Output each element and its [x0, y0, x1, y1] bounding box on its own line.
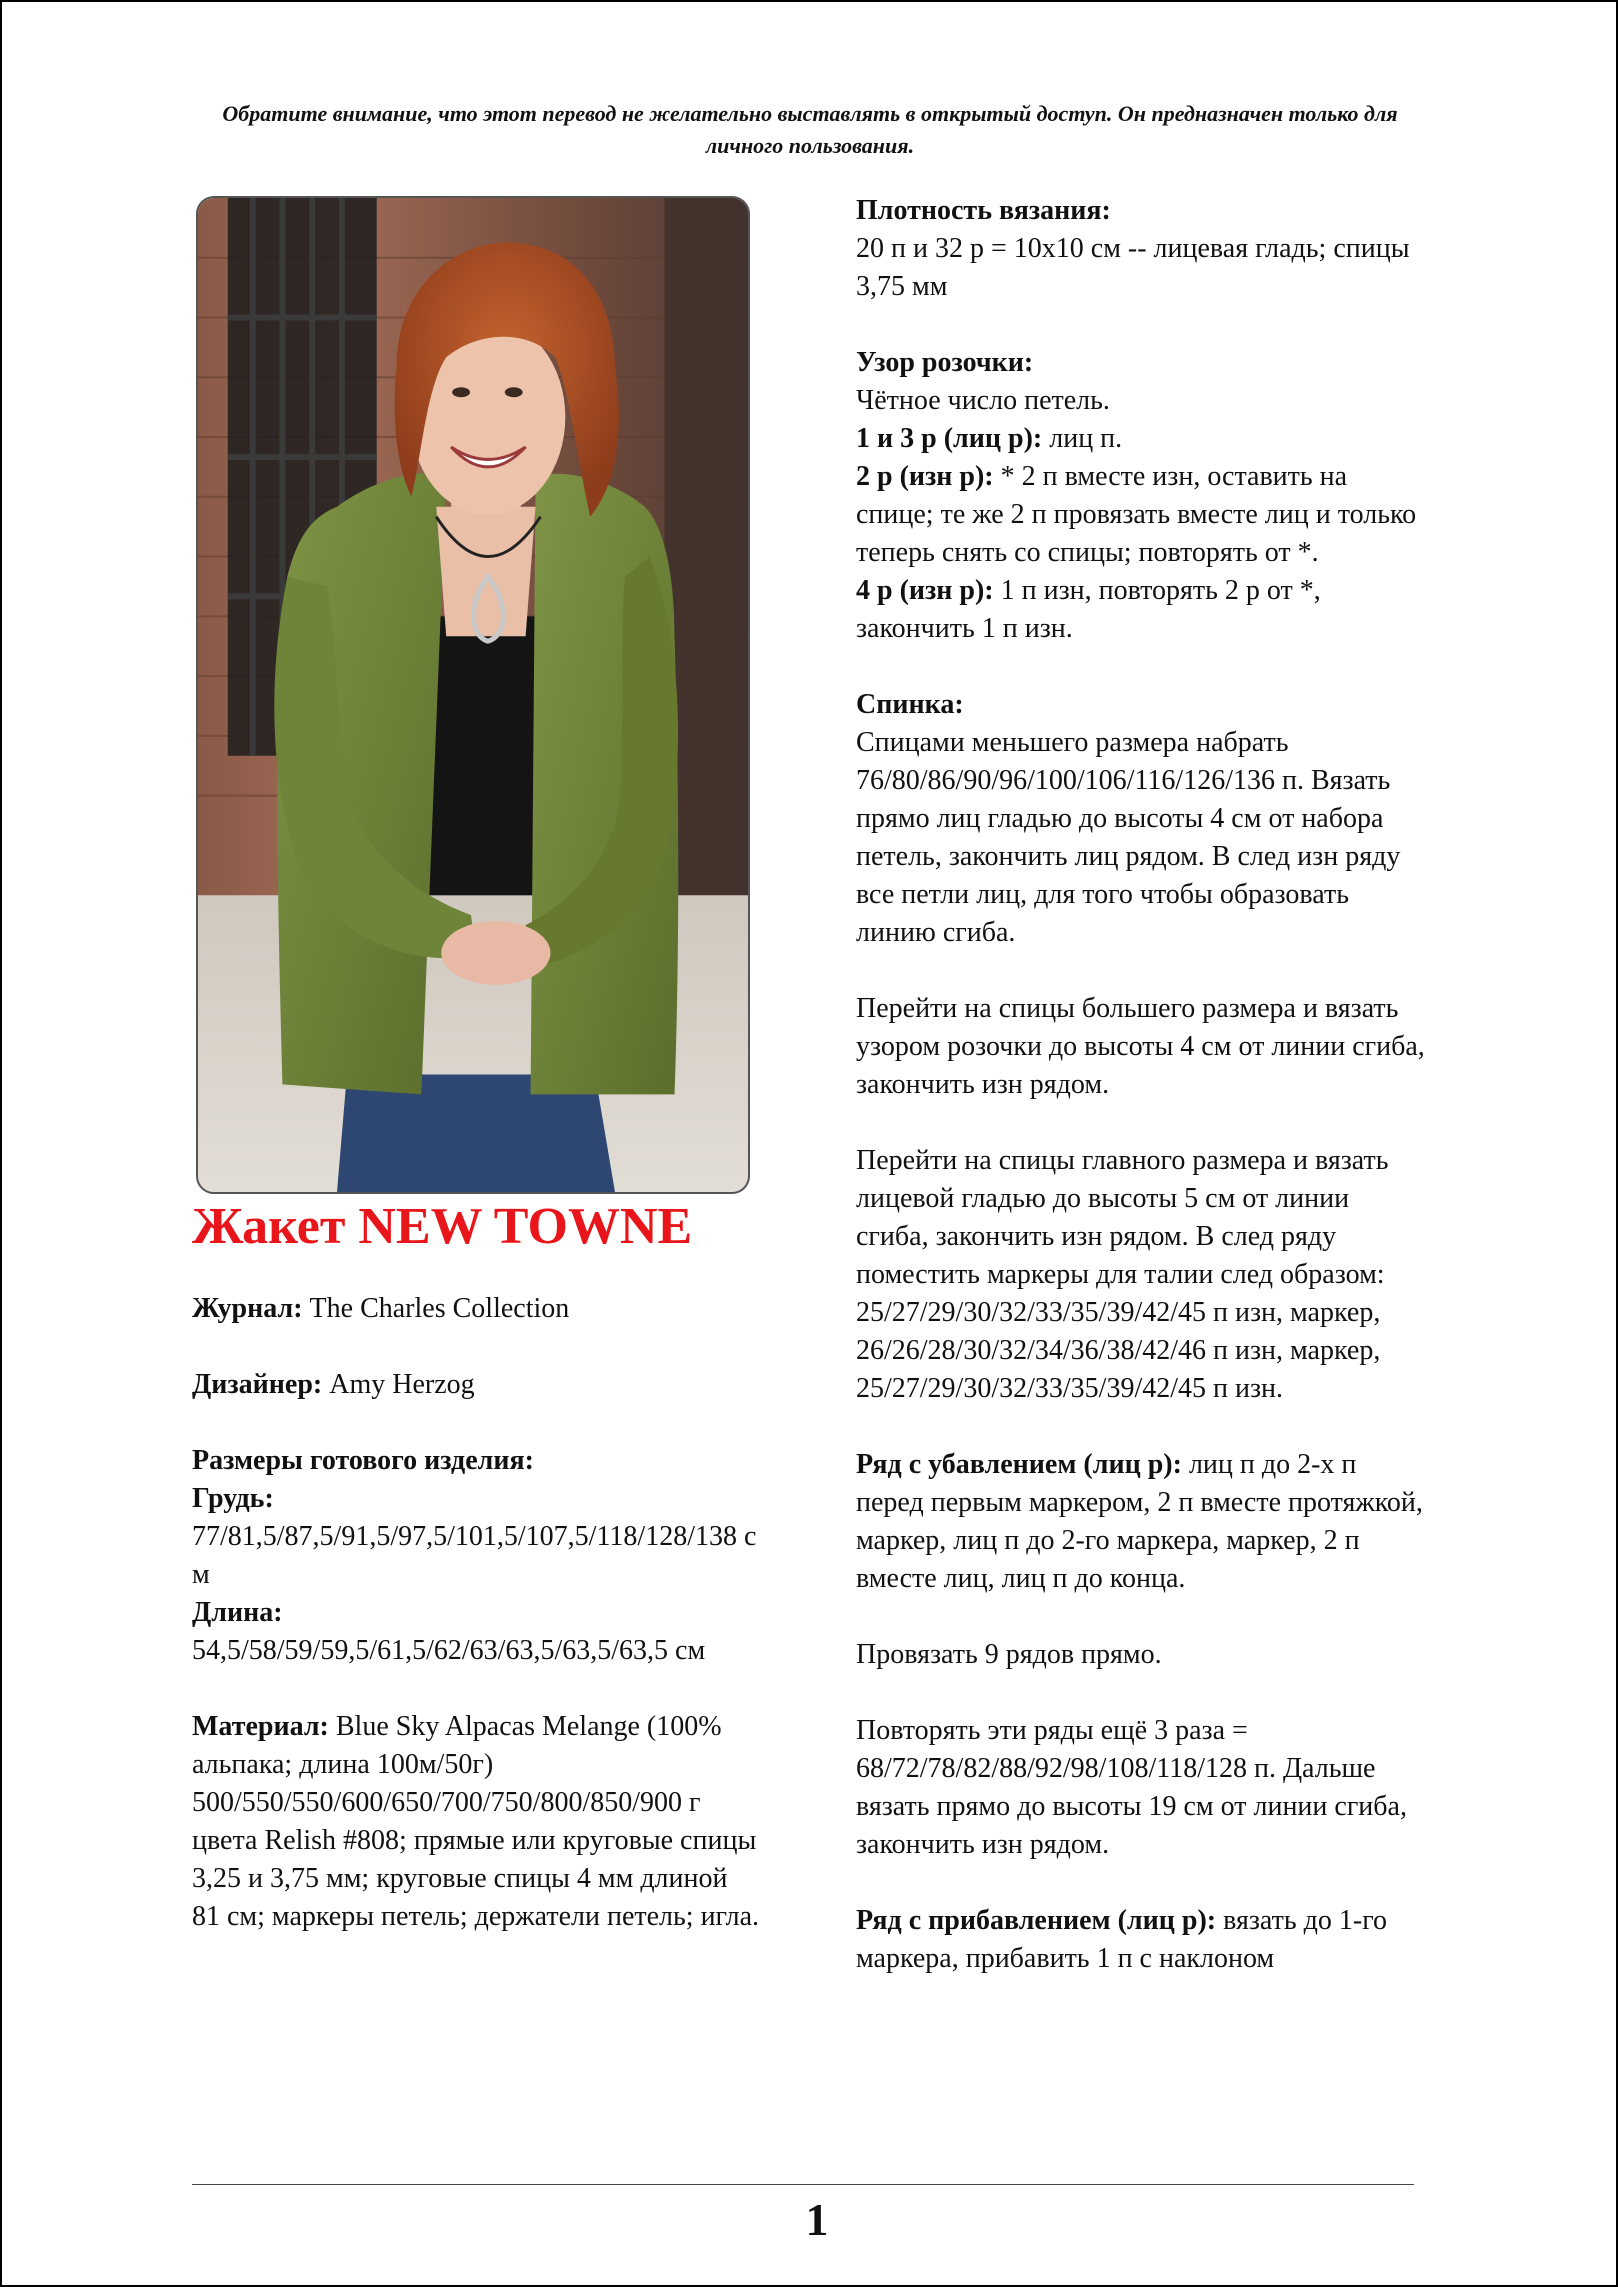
right-column	[856, 192, 1426, 1978]
magazine-value: The Charles Collection	[302, 1293, 570, 1324]
designer-label: Дизайнер:	[192, 1369, 323, 1400]
increase-row-label: Ряд с прибавлением (лиц р):	[856, 1905, 1217, 1936]
chest-value: 77/81,5/87,5/91,5/97,5/101,5/107,5/118/128/138 см	[192, 1521, 757, 1590]
material-label: Материал:	[192, 1711, 329, 1742]
left-column	[192, 1290, 762, 1974]
length-label: Длина:	[192, 1597, 283, 1628]
gauge-block	[856, 192, 1426, 306]
rose-row2-text: * 2 п вместе изн, оставить на спице; те же 2 п провязать вместе лиц и только теперь снять со спицы; повторять от *.	[856, 461, 1417, 568]
back-paragraph-1: Спицами меньшего размера набрать 76/80/86/90/96/100/106/116/126/136 п. Вязать прямо лиц гладью до высоты 4 см от набора петель, закончить лиц рядом. В след изн ряду все петли лиц, для того чтобы образовать линию сгиба.	[856, 727, 1401, 948]
decrease-row-label: Ряд с убавлением (лиц р):	[856, 1449, 1182, 1480]
footer-divider	[192, 2184, 1414, 2185]
back-paragraph-6: Повторять эти ряды ещё 3 раза = 68/72/78/82/88/92/98/108/118/128 п. Дальше вязать прямо до высоты 19 см от линии сгиба, закончить изн рядом.	[856, 1715, 1407, 1860]
model-photo-illustration	[198, 198, 748, 1192]
magazine-line	[192, 1290, 762, 1328]
increase-row-line	[856, 1902, 1426, 1978]
decrease-row-line	[856, 1446, 1426, 1598]
decrease-row-text: лиц п до 2-х п перед первым маркером, 2 п вместе протяжкой, маркер, лиц п до 2-го маркера, маркер, 2 п вместе лиц, лиц п до конца.	[856, 1449, 1423, 1594]
rose-pattern-block	[856, 344, 1426, 648]
designer-line	[192, 1366, 762, 1404]
gauge-text: 20 п и 32 р = 10х10 см -- лицевая гладь; спицы 3,75 мм	[856, 233, 1410, 302]
page-number: 1	[805, 2194, 829, 2245]
back-block	[856, 686, 1426, 952]
sizes-heading: Размеры готового изделия:	[192, 1445, 534, 1476]
material-line	[192, 1708, 762, 1936]
rose-row4-label: 4 р (изн р):	[856, 575, 994, 606]
rose-pattern-heading: Узор розочки:	[856, 347, 1034, 378]
sizes-block	[192, 1442, 762, 1670]
rose-row1-text: лиц п.	[1042, 423, 1123, 454]
increase-row-text: вязать до 1-го маркера, прибавить 1 п с наклоном	[856, 1905, 1387, 1974]
back-heading: Спинка:	[856, 689, 964, 720]
model-photo	[196, 196, 750, 1194]
rose-row2-label: 2 р (изн р):	[856, 461, 994, 492]
back-paragraph-2: Перейти на спицы большего размера и вязать узором розочки до высоты 4 см от линии сгиба, закончить изн рядом.	[856, 993, 1425, 1100]
rose-pattern-intro: Чётное число петель.	[856, 385, 1110, 416]
pattern-title: Жакет NEW TOWNE	[192, 1198, 693, 1255]
back-paragraph-3: Перейти на спицы главного размера и вязать лицевой гладью до высоты 5 см от линии сгиба, закончить изн рядом. В след ряду поместить маркеры для талии след образом: 25/27/29/30/32/33/35/39/42/45 п изн, маркер, 26/26/28/30/32/34/36/38/42/46 п изн, маркер, 25/27/29/30/32/33/35/39/42/45 п изн.	[856, 1145, 1389, 1404]
back-paragraph-5: Провязать 9 рядов прямо.	[856, 1639, 1162, 1670]
designer-value: Amy Herzog	[322, 1369, 475, 1400]
copyright-notice: Обратите внимание, что этот перевод не желательно выставлять в открытый доступ. Он предназначен только для личного пользования.	[222, 101, 1398, 158]
gauge-heading: Плотность вязания:	[856, 195, 1111, 226]
material-value: Blue Sky Alpacas Melange (100% альпака; длина 100м/50г) 500/550/550/600/650/700/750/800/850/900 г цвета Relish #808; прямые или круговые спицы 3,25 и 3,75 мм; круговые спицы 4 мм длиной 81 см; маркеры петель; держатели петель; игла.	[192, 1711, 760, 1932]
length-value: 54,5/58/59/59,5/61,5/62/63/63,5/63,5/63,5 см	[192, 1635, 706, 1666]
rose-row4-text: 1 п изн, повторять 2 р от *, закончить 1 п изн.	[856, 575, 1321, 644]
rose-row1-label: 1 и 3 р (лиц р):	[856, 423, 1043, 454]
chest-label: Грудь:	[192, 1483, 274, 1514]
magazine-label: Журнал:	[192, 1293, 303, 1324]
